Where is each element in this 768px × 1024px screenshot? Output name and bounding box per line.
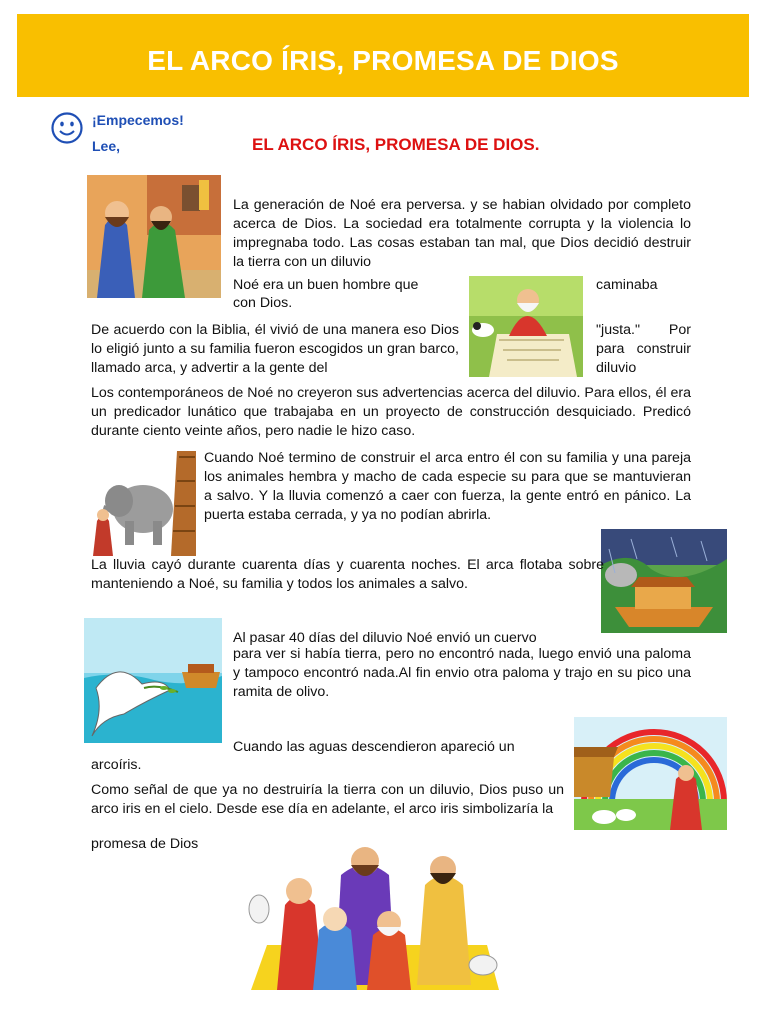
paragraph-3-right: "justa." Por para construir diluvio <box>596 322 691 376</box>
paragraph-5: Cuando Noé termino de construir el arca entro él con su familia y una pareja los animales hembra y macho de cada especie su para que se mantuvieran a salvo. Y la lluvia comenzó a caer con fuerza, la gente entró en pánico. La puerta estaba cerrada, y ya no podían abrirla. <box>204 450 691 523</box>
header-banner <box>17 14 749 97</box>
paragraph-3-left: De acuerdo con la Biblia, él vivió de una manera eso Dios lo eligió junto a su familia fueron escogidos un gran barco, llamado arca, y advertir a la gente del <box>91 322 459 376</box>
ark-in-storm-illustration <box>601 529 727 633</box>
paragraph-9: Como señal de que ya no destruiría la tierra con un diluvio, Dios puso un arco iris en el cielo. Desde ese día en adelante, el arco iris simbolizaría la <box>91 782 564 817</box>
noah-and-people-illustration <box>87 175 221 298</box>
paragraph-2-right: caminaba <box>596 277 658 293</box>
paragraph-6: La lluvia cayó durante cuarenta días y cuarenta noches. El arca flotaba sobre manteniendo a Noé, su familia y todos los animales a salvo. <box>91 557 604 592</box>
greeting: ¡Empecemos! <box>92 112 184 128</box>
smiley-icon <box>51 112 83 144</box>
section-title: EL ARCO ÍRIS, PROMESA DE DIOS. <box>252 135 540 154</box>
page-title: EL ARCO ÍRIS, PROMESA DE DIOS <box>147 45 619 76</box>
paragraph-8-rainbow-word: arcoíris. <box>91 757 142 773</box>
read-instruction: Lee, <box>92 138 121 154</box>
noah-with-plans-illustration <box>469 276 583 377</box>
paragraph-7: para ver si había tierra, pero no encontró nada, luego envió una paloma y tampoco encontró nada.Al fin envio otra paloma y trajo en su pico una ramita de olivo. <box>233 646 691 700</box>
paragraph-2-left: Noé era un buen hombre que <box>233 277 419 293</box>
paragraph-1: La generación de Noé era perversa. y se habian olvidado por completo acerca de Dios. La sociedad era totalmente corrupta y la violencia lo impregnaba todo. Las cosas estaban tan mal, que Dios decidió destruir la tierra con un diluvio <box>233 197 691 270</box>
dove-with-olive-branch-illustration <box>84 618 222 743</box>
rainbow-and-ark-illustration <box>574 717 727 830</box>
family-praying-illustration <box>237 835 507 990</box>
paragraph-4: Los contemporáneos de Noé no creyeron sus advertencias acerca del diluvio. Para ellos, él era un predicador lunático que trabajaba en un proyecto de construcción desquiciado. Predicó durante ciento veinte años, pero nadie le hizo caso. <box>91 385 691 439</box>
paragraph-8-first-line: Cuando las aguas descendieron apareció un <box>233 739 515 755</box>
paragraph-7-first-line: Al pasar 40 días del diluvio Noé envió un cuervo <box>233 630 537 646</box>
paragraph-2-continued: con Dios. <box>233 295 293 311</box>
paragraph-9-end: promesa de Dios <box>91 836 199 852</box>
animals-entering-ark-illustration <box>87 451 196 556</box>
